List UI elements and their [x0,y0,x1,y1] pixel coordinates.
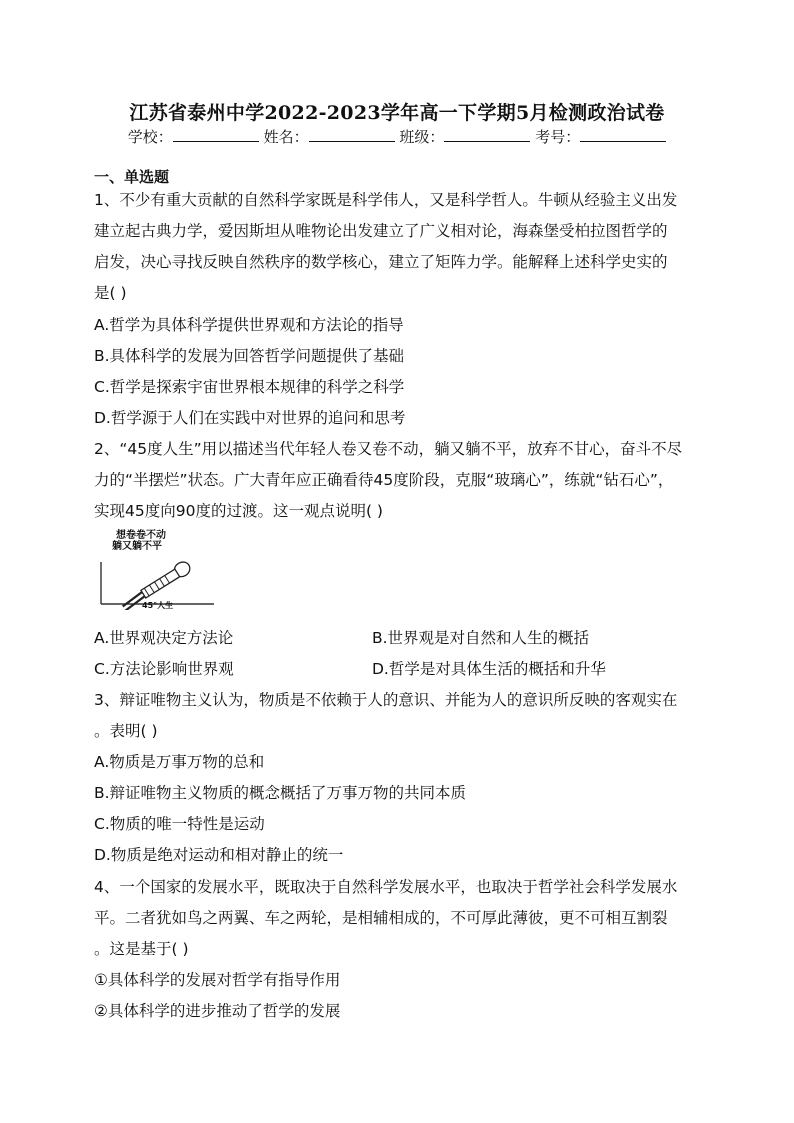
school-blank[interactable] [173,127,259,142]
question-3-option-a[interactable]: A.物质是万事万物的总和 [94,753,265,771]
question-4-statement-2: ②具体科学的进步推动了哲学的发展 [94,1002,341,1020]
question-4-statement-1: ①具体科学的发展对哲学有指导作用 [94,971,341,989]
question-2-line: 2、“45度人生”用以描述当代年轻人卷又卷不动，躺又躺不平，放弃不甘心，奋斗不尽 [94,440,683,458]
question-2-option-a[interactable]: A.世界观决定方法论 [94,629,234,647]
question-2-option-b[interactable]: B.世界观是对自然和人生的概括 [372,629,590,647]
cartoon-image [96,528,220,610]
question-3-option-c[interactable]: C.物质的唯一特性是运动 [94,815,265,833]
question-1-line: 1、不少有重大贡献的自然科学家既是科学伟人，又是科学哲人。牛顿从经验主义出发 [94,191,678,209]
question-2-option-d[interactable]: D.哲学是对具体生活的概括和升华 [372,660,606,678]
student-info-fields [0,126,794,147]
question-2-line: 力的“半摆烂”状态。广大青年应正确看待45度阶段，克服“玻璃心”，练就“钻石心”， [94,471,674,489]
question-4-line: 4、一个国家的发展水平，既取决于自然科学发展水平，也取决于哲学社会科学发展水 [94,878,678,896]
question-1-option-d[interactable]: D.哲学源于人们在实践中对世界的追问和思考 [94,409,406,427]
cartoon-caption-bottom: 45°人生 [142,601,174,610]
section-heading: 一、单选题 [94,168,170,186]
question-1-option-b[interactable]: B.具体科学的发展为回答哲学问题提供了基础 [94,347,405,365]
question-2-line: 实现45度向90度的过渡。这一观点说明( ) [94,502,383,520]
school-label: 学校： [127,128,173,146]
question-1-option-a[interactable]: A.哲学为具体科学提供世界观和方法论的指导 [94,316,404,334]
question-3-line: 3、辩证唯物主义认为，物质是不依赖于人的意识、并能为人的意识所反映的客观实在 [94,691,678,709]
45-degree-life-cartoon [96,528,220,610]
question-1-line: 是( ) [94,284,127,302]
class-label: 班级： [399,128,445,146]
class-blank[interactable] [444,127,530,142]
cartoon-caption-top2: 躺又躺不平 [112,541,162,552]
question-4-line: 。这是基于( ) [94,940,189,958]
exam-title: 江苏省泰州中学2022-2023学年高一下学期5月检测政治试卷 [129,102,665,124]
number-label: 考号： [535,128,581,146]
question-3-option-d[interactable]: D.物质是绝对运动和相对静止的统一 [94,846,344,864]
question-1-line: 建立起古典力学，爱因斯坦从唯物论出发建立了广义相对论，海森堡受柏拉图哲学的 [94,222,668,240]
name-label: 姓名： [263,128,309,146]
question-3-line: 。表明( ) [94,722,158,740]
question-4-line: 平。二者犹如鸟之两翼、车之两轮，是相辅相成的，不可厚此薄彼，更不可相互割裂 [94,909,668,927]
name-blank[interactable] [309,127,395,142]
question-2-option-c[interactable]: C.方法论影响世界观 [94,660,234,678]
number-blank[interactable] [580,127,666,142]
question-3-option-b[interactable]: B.辩证唯物主义物质的概念概括了万事万物的共同本质 [94,784,467,802]
cartoon-caption-top1: 想卷卷不动 [116,530,166,541]
question-1-option-c[interactable]: C.哲学是探索宇宙世界根本规律的科学之科学 [94,378,405,396]
question-1-line: 启发，决心寻找反映自然秩序的数学核心，建立了矩阵力学。能解释上述科学史实的 [94,253,668,271]
